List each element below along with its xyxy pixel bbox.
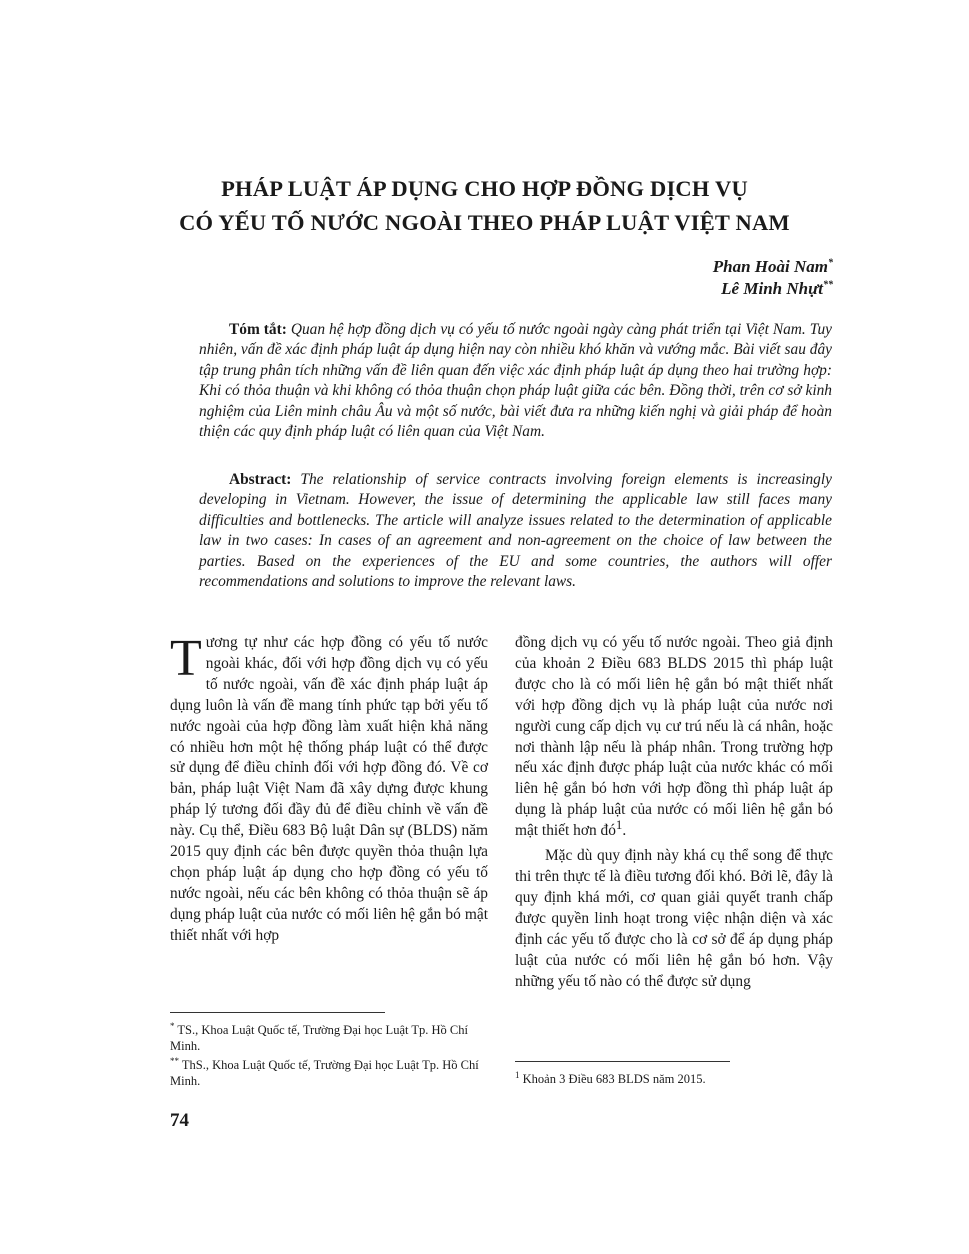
footnote-mark: * bbox=[170, 1020, 175, 1031]
body-paragraph-1 bbox=[170, 630, 488, 947]
body-paragraph-2-end: . bbox=[622, 822, 627, 840]
body-column-left bbox=[170, 630, 488, 947]
author-2-mark: ** bbox=[823, 279, 833, 291]
body-column-right bbox=[515, 633, 833, 992]
footnote-ref-1[interactable]: 1 bbox=[615, 818, 623, 833]
footnote-mark: 1 bbox=[515, 1069, 520, 1080]
footnote-text: ThS., Khoa Luật Quốc tế, Trường Đại học Luật Tp. Hồ Chí Minh. bbox=[170, 1058, 479, 1088]
body-paragraph-3: Mặc dù quy định này khá cụ thể song để thực thi trên thực tế là điều tương đối khó. Bởi lẽ, đây là quy định khá mới, cơ quan giải quyết tranh chấp được quyền linh hoạt trong việc nhận diện và xác định các yếu tố được cho là cơ sở để áp dụng pháp luật của nước có mối liên hệ gắn bó hơn. Vậy những yếu tố nào có thể được sử dụng bbox=[515, 847, 833, 990]
author-1-mark: * bbox=[828, 257, 833, 269]
abstract-english bbox=[199, 470, 832, 592]
footnote-author-1 bbox=[170, 1022, 500, 1054]
abstract-en-text: The relationship of service contracts involving foreign elements is increasingly developing in Vietnam. However, the issue of determining the applicable law still faces many difficulties and bottlenecks. The article will analyze issues related to the determination of applicable law in two cases: In cases of an agreement and non-agreement on the choice of law between the parties. Based on the experiences of the EU and some countries, the authors will offer recommendations and solutions to improve the relevant laws. bbox=[199, 471, 832, 591]
page-number: 74 bbox=[170, 1110, 189, 1131]
abstract-vietnamese bbox=[199, 320, 832, 442]
abstract-en-label: Abstract: bbox=[229, 471, 292, 488]
article-title-line-2: CÓ YẾU TỐ NƯỚC NGOÀI THEO PHÁP LUẬT VIỆT NAM bbox=[179, 210, 790, 235]
abstract-vn-text: Quan hệ hợp đồng dịch vụ có yếu tố nước ngoài ngày càng phát triển tại Việt Nam. Tuy nhiên, vấn đề xác định pháp luật áp dụng hiện nay còn nhiều khó khăn và vướng mắc. Bài viết sau đây tập trung phân tích những vấn đề liên quan đến việc xác định pháp luật áp dụng theo hai trường hợp: Khi có thỏa thuận và khi không có thỏa thuận chọn pháp luật giữa các bên. Đồng thời, trên cơ sở kinh nghiệm của Liên minh châu Âu và một số nước, bài viết đưa ra những kiến nghị và giải pháp để hoàn thiện các quy định pháp luật có liên quan của Việt Nam. bbox=[199, 321, 832, 441]
footnote-author-2 bbox=[170, 1057, 500, 1089]
author-2 bbox=[721, 279, 833, 299]
drop-cap: T bbox=[170, 630, 202, 687]
footnote-1 bbox=[515, 1071, 835, 1087]
footnote-separator-right bbox=[515, 1061, 730, 1062]
footnote-mark: ** bbox=[170, 1055, 179, 1066]
article-title-line-1: PHÁP LUẬT ÁP DỤNG CHO HỢP ĐỒNG DỊCH VỤ bbox=[221, 176, 748, 201]
footnote-text: TS., Khoa Luật Quốc tế, Trường Đại học Luật Tp. Hồ Chí Minh. bbox=[170, 1023, 468, 1053]
footnote-text: Khoản 3 Điều 683 BLDS năm 2015. bbox=[522, 1072, 706, 1086]
author-1-name: Phan Hoài Nam bbox=[712, 257, 828, 276]
footnote-separator-left bbox=[170, 1012, 385, 1013]
author-1 bbox=[713, 257, 833, 277]
body-paragraph-1-text: ương tự như các hợp đồng có yếu tố nước ngoài khác, đối với hợp đồng dịch vụ có yếu tố nước ngoài, vấn đề xác định pháp luật áp dụng luôn là vấn đề mang tính phức tạp bởi yếu tố nước ngoài của hợp đồng làm xuất hiện khả năng có nhiều hơn một hệ thống pháp luật có thể được sử dụng để điều chỉnh đối với hợp đồng đó. Về cơ bản, pháp luật Việt Nam đã xây dựng được khung pháp lý tương đối đầy đủ để điều chỉnh về vấn đề này. Cụ thể, Điều 683 Bộ luật Dân sự (BLDS) năm 2015 quy định các bên được quyền thỏa thuận lựa chọn pháp luật áp dụng cho hợp đồng có yếu tố nước ngoài, nếu các bên không có thỏa thuận sẽ áp dụng pháp luật của nước có mối liên hệ gắn bó mật thiết nhất với hợp bbox=[170, 634, 488, 944]
author-2-name: Lê Minh Nhựt bbox=[721, 279, 823, 298]
body-paragraph-2 bbox=[515, 633, 833, 842]
body-paragraph-2-text: đồng dịch vụ có yếu tố nước ngoài. Theo giả định của khoản 2 Điều 683 BLDS 2015 thì pháp luật được cho là có mối liên hệ gắn bó mật thiết nhất với hợp đồng dịch vụ là pháp luật của nước nơi người cung cấp dịch vụ cư trú nếu là cá nhân, hoặc nơi thành lập nếu là pháp nhân. Trong trường hợp nếu xác định được pháp luật của nước khác có mối liên hệ gắn bó hơn với hợp đồng thì pháp luật áp dụng là pháp luật của nước có mối liên hệ gắn bó mật thiết hơn đó bbox=[515, 634, 833, 840]
abstract-vn-label: Tóm tắt: bbox=[229, 321, 287, 338]
